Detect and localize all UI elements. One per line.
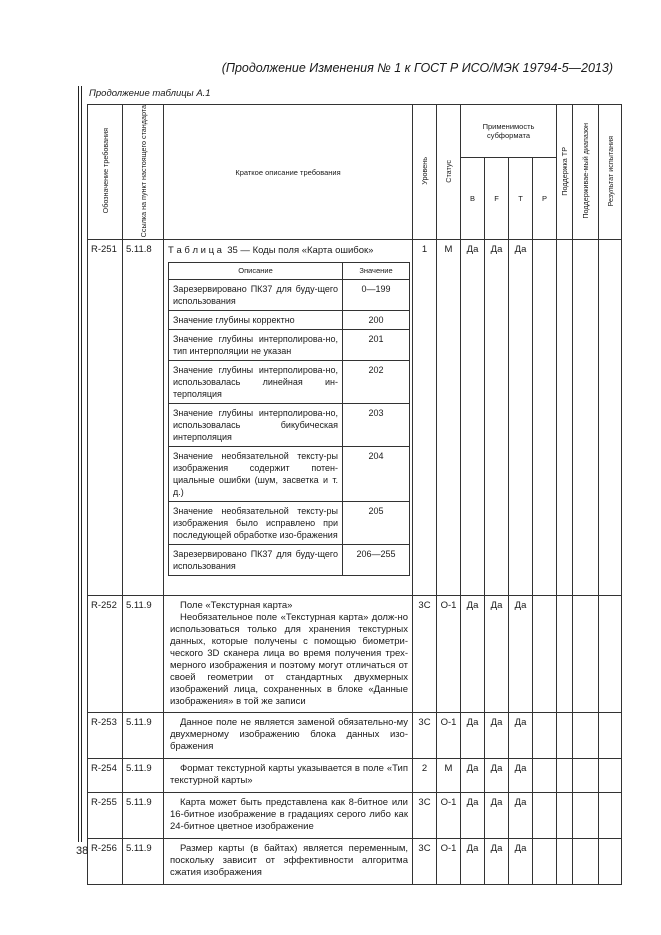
req-sub-t: Да	[509, 713, 533, 759]
col-header-status: Статус	[437, 105, 461, 240]
col-header-level: Уровень	[413, 105, 437, 240]
req-sub-f: Да	[485, 240, 509, 596]
col-header-ref: Ссылка на пункт настоящего стандарта	[123, 105, 164, 240]
req-sub-f: Да	[485, 759, 509, 793]
table-row	[88, 759, 622, 793]
table-row	[88, 240, 622, 596]
req-level: 3С	[413, 839, 437, 885]
req-ref: 5.11.9	[123, 839, 164, 885]
req-sub-b: Да	[461, 839, 485, 885]
margin-bar	[78, 86, 79, 842]
req-sub-f: Да	[485, 596, 509, 713]
req-status: О-1	[437, 793, 461, 839]
col-header-range: Поддерживае-мый диапазон	[573, 105, 599, 240]
req-sub-p	[533, 596, 557, 713]
req-sub-b: Да	[461, 596, 485, 713]
list-item: Зарезервировано ПК37 для буду-щего использования 0—199	[169, 280, 410, 311]
req-sub-t: Да	[509, 759, 533, 793]
list-item: Значение глубины интерполирова-но, тип интерполяции не указан 201	[169, 330, 410, 361]
req-desc: Данное поле не является заменой обязательно-му двухмерному изображению блока данных изо-бражения	[164, 713, 413, 759]
table-row	[88, 839, 622, 885]
table-continuation-label: Продолжение таблицы А.1	[89, 88, 211, 99]
req-sub-b: Да	[461, 713, 485, 759]
req-sub-p	[533, 839, 557, 885]
req-id: R-255	[88, 793, 123, 839]
page-number: 38	[76, 845, 89, 857]
list-item: Значение глубины корректно 200	[169, 311, 410, 330]
col-header-applicability: Применимость субформата	[461, 105, 557, 158]
req-id: R-251	[88, 240, 123, 596]
req-level: 3С	[413, 793, 437, 839]
req-sub-b: Да	[461, 793, 485, 839]
req-sub-b: Да	[461, 759, 485, 793]
req-id: R-253	[88, 713, 123, 759]
col-header-result: Результат испытания	[599, 105, 622, 240]
requirements-table	[87, 104, 622, 885]
req-sub-t: Да	[509, 596, 533, 713]
req-ref: 5.11.8	[123, 240, 164, 596]
req-status: О-1	[437, 596, 461, 713]
req-status: М	[437, 759, 461, 793]
col-header-p: Р	[533, 157, 557, 240]
req-level: 3С	[413, 596, 437, 713]
req-sub-t: Да	[509, 793, 533, 839]
list-item: Зарезервировано ПК37 для буду-щего использования 206—255	[169, 545, 410, 576]
margin-bar-inner	[81, 86, 82, 842]
req-sub-f: Да	[485, 713, 509, 759]
error-codes-table	[168, 262, 410, 576]
req-ref: 5.11.9	[123, 793, 164, 839]
req-desc	[164, 240, 413, 596]
req-ref: 5.11.9	[123, 759, 164, 793]
col-header-t: Т	[509, 157, 533, 240]
req-sub-t: Да	[509, 839, 533, 885]
req-sub-f: Да	[485, 793, 509, 839]
table-row	[88, 596, 622, 713]
inner-table-caption: Т а б л и ц а 35 — Коды поля «Карта ошибок»	[168, 245, 374, 257]
col-header-f: F	[485, 157, 509, 240]
document-header: (Продолжение Изменения № 1 к ГОСТ Р ИСО/МЭК 19794-5—2013)	[221, 61, 613, 75]
list-item: Значение глубины интерполирова-но, использовалась бикубическая интерполяция 203	[169, 404, 410, 447]
col-header-id: Обозначение требования	[88, 105, 123, 240]
req-status: О-1	[437, 713, 461, 759]
req-level: 3С	[413, 713, 437, 759]
req-status: О-1	[437, 839, 461, 885]
list-item: Значение глубины интерполирова-но, использовалась линейная ин-терполяция 202	[169, 361, 410, 404]
list-item: Значение необязательной тексту-ры изображения содержит потен-циальные ошибки (шум, засветка и т. д.) 204	[169, 447, 410, 502]
req-id: R-256	[88, 839, 123, 885]
req-desc: Карта может быть представлена как 8-битное или 16-битное изображение в градациях серого либо как 24-битное цветное изображение	[164, 793, 413, 839]
col-header-support: Поддержка ТР	[557, 105, 573, 240]
table-row	[88, 793, 622, 839]
req-level: 2	[413, 759, 437, 793]
req-id: R-252	[88, 596, 123, 713]
req-sub-f: Да	[485, 839, 509, 885]
req-ref: 5.11.9	[123, 713, 164, 759]
col-header-desc: Краткое описание требования	[164, 105, 413, 240]
req-status: М	[437, 240, 461, 596]
req-sub-p	[533, 759, 557, 793]
req-desc: Формат текстурной карты указывается в поле «Тип текстурной карты»	[164, 759, 413, 793]
req-sub-b: Да	[461, 240, 485, 596]
req-desc: Размер карты (в байтах) является переменным, поскольку зависит от эффективности алгоритма сжатия изображения	[164, 839, 413, 885]
req-level: 1	[413, 240, 437, 596]
req-sub-p	[533, 793, 557, 839]
table-row	[88, 713, 622, 759]
col-header-b: В	[461, 157, 485, 240]
req-sub-p	[533, 713, 557, 759]
req-ref: 5.11.9	[123, 596, 164, 713]
req-sub-p	[533, 240, 557, 596]
inner-header-desc: Описание	[169, 263, 343, 280]
list-item: Значение необязательной тексту-ры изображения было исправлено при последующей обработке изо-бражения 205	[169, 502, 410, 545]
inner-header-value: Значение	[343, 263, 410, 280]
req-id: R-254	[88, 759, 123, 793]
req-sub-t: Да	[509, 240, 533, 596]
req-desc: Поле «Текстурная карта» Необязательное поле «Текстурная карта» долж-но использоваться только для хранения текстурных данных, которые получены с помощью биометри-ческого 3D сканера лица во время получения трех-мерного изображения и поэтому могут отличаться от своей геометрии от стандартных двухмерных изображений лица, сохраненных в блоке «Данные изображения» в той же записи	[164, 596, 413, 713]
